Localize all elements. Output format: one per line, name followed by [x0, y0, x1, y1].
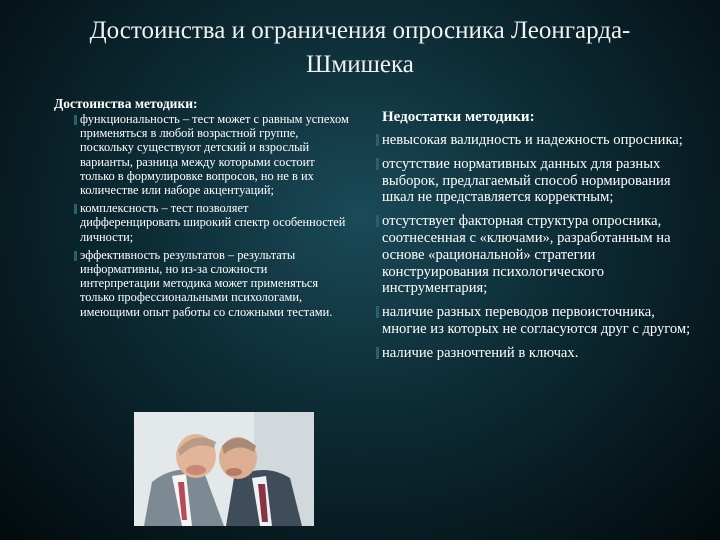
disadvantage-item: наличие разночтений в ключах. — [382, 345, 694, 369]
advantage-item: функциональность – тест может с равным успехом применяться в любой возрастной группе, поскольку существуют детский и взрослый варианты, разница между которыми состоит только в формулировке вопросов, но не в их количестве или наборе акцентуаций; — [80, 112, 350, 201]
businessmen-photo — [134, 412, 314, 526]
advantage-item: комплексность – тест позволяет дифференцировать широкий спектр особенностей личности; — [80, 201, 350, 248]
disadvantage-item: отсутствие нормативных данных для разных выборок, предлагаемый способ нормирования шкал не представляется корректным; — [382, 156, 694, 213]
advantages-heading: Достоинства методики: — [54, 96, 198, 111]
slide-title: Достоинства и ограничения опросника Леонгарда-Шмишека — [89, 17, 631, 78]
advantages-column — [54, 96, 350, 323]
disadvantage-item: наличие разных переводов первоисточника, многие из которых не согласуются друг с другом; — [382, 304, 694, 345]
disadvantages-list — [382, 132, 694, 369]
advantage-item: эффективность результатов – результаты информативны, но из-за сложности интерпретации методика может применяться только профессиональными психологами, имеющими опыт работы со сложными тестами. — [80, 248, 350, 323]
disadvantages-column — [382, 108, 694, 369]
disadvantages-heading: Недостатки методики: — [382, 109, 535, 125]
disadvantage-item: невысокая валидность и надежность опросника; — [382, 132, 694, 156]
disadvantage-item: отсутствует факторная структура опросника, соотнесенная с «ключами», разработанным на основе «рациональной» стратегии конструирования психологического инструментария; — [382, 213, 694, 304]
advantages-list — [80, 112, 350, 323]
two-businessmen-head-to-head-icon — [134, 412, 314, 526]
